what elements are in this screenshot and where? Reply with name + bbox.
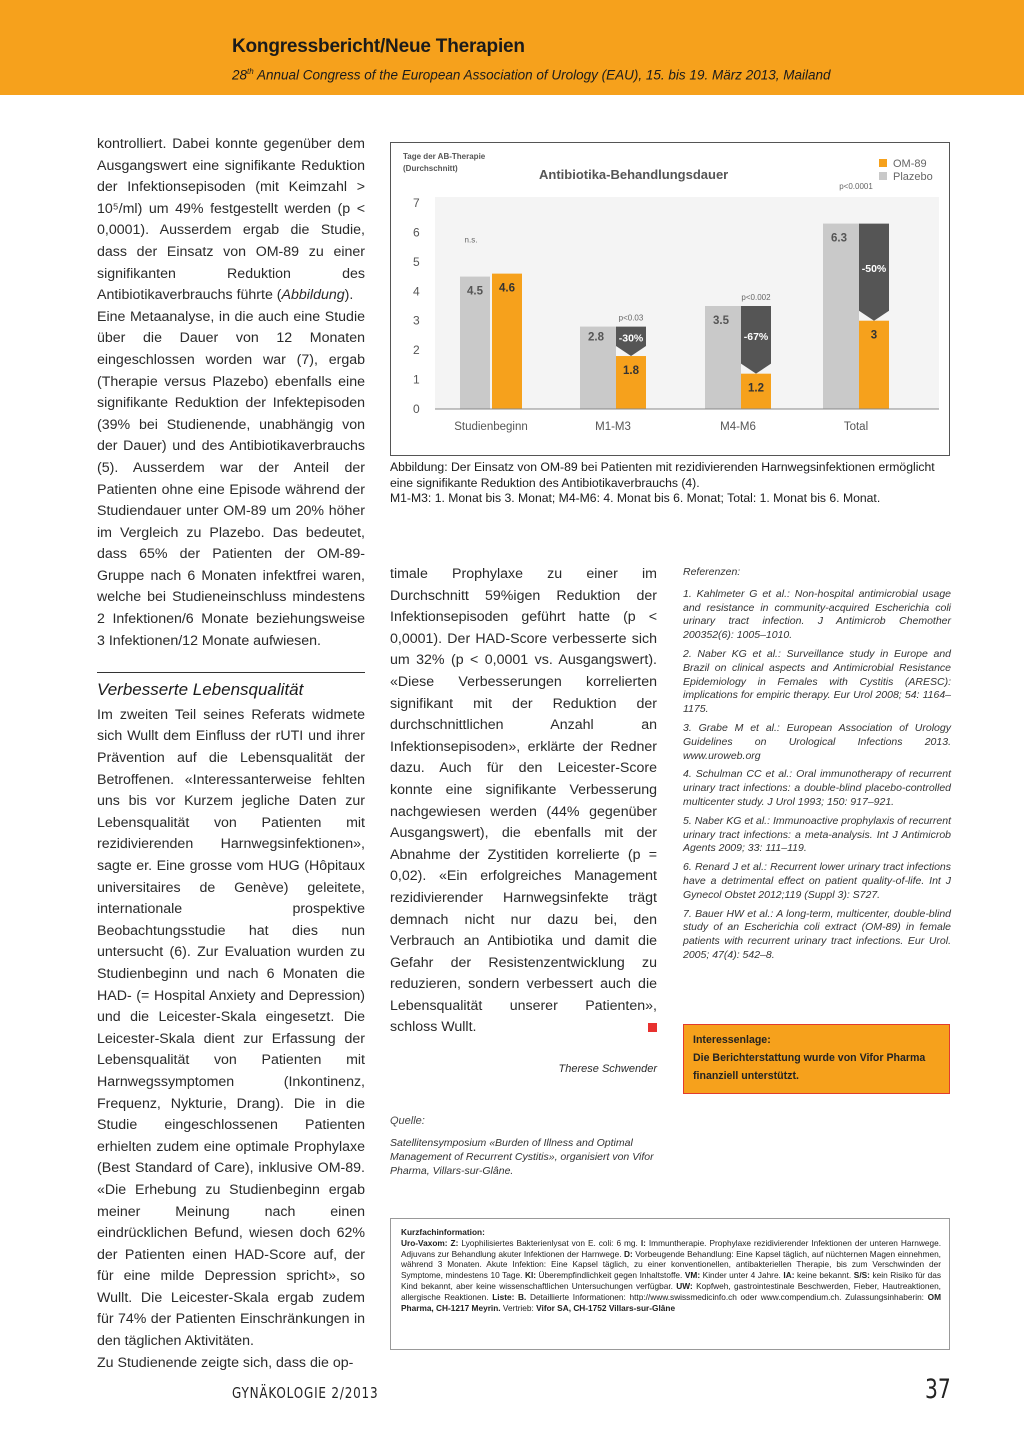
figure-caption: Abbildung: Der Einsatz von OM-89 bei Patienten mit rezidivierenden Harnwegsinfektionen ermöglicht eine signifikante Reduktion des Antibiotikaverbrauchs (4). M1-M3: 1. Monat bis 3. Monat; M4-M6: 4. Monat bis 6. Monat; Total: 1. Monat bis 6. Monat.	[390, 460, 935, 506]
y-tick-label: 2	[413, 343, 420, 358]
x-tick-label: Total	[843, 421, 869, 433]
end-mark-icon	[648, 1023, 657, 1032]
legend-label: OM-89	[893, 158, 927, 170]
source-text: Satellitensymposium «Burden of Illness and Optimal Management of Recurrent Cystitis», organisiert von Vifor Pharma, Villars-sur-Glâne.	[390, 1137, 654, 1178]
left-column	[97, 134, 365, 1374]
interest-title: Interessenlage:	[693, 1034, 771, 1046]
chart-title: Antibiotika-Behandlungsdauer	[539, 167, 729, 182]
paragraph: Zu Studienende zeigte sich, dass die op-	[97, 1354, 354, 1371]
reduction-label: -30%	[618, 332, 644, 345]
section-title: Kongressbericht/Neue Therapien	[232, 36, 525, 57]
p-value-annotation: p<0.002	[741, 293, 771, 302]
bar-plazebo	[823, 224, 859, 409]
reduction-label: -67%	[743, 330, 769, 343]
figure-chart	[390, 142, 950, 456]
data-label: 2.8	[588, 331, 604, 344]
data-label: 3.5	[713, 315, 729, 327]
bar-chart	[391, 143, 949, 455]
data-label: 3	[870, 329, 878, 342]
references-heading: Referenzen:	[683, 566, 741, 578]
p-value-annotation: p<0.0001	[839, 182, 873, 191]
y-tick-label: 0	[413, 402, 420, 416]
reference-item: 2. Naber KG et al.: Surveillance study in Europe and Brazil on clinical aspects and Antimicrobial Resistance Epidemiology in Females with Cystitis (ARESC): implications for empiric therapy. Eur Urol 2008; 54: 1164–1175.	[683, 647, 951, 716]
author: Therese Schwender	[558, 1063, 657, 1076]
reduction-label: -50%	[861, 263, 887, 276]
bar-om89	[616, 356, 646, 409]
section-heading: Verbesserte Lebensqualität	[97, 672, 365, 701]
reference-item: 3. Grabe M et al.: European Association of Urology Guidelines on Urological Infections 2013. www.uroweb.org	[683, 721, 951, 762]
interest-text: Die Berichterstattung wurde von Vifor Pharma	[693, 1052, 926, 1064]
y-tick-label: 3	[413, 313, 420, 328]
data-label: 1.2	[748, 382, 764, 395]
journal-name: GYNÄKOLOGIE 2/2013	[232, 1384, 379, 1402]
y-tick-label: 6	[413, 225, 420, 240]
legend-swatch	[879, 159, 887, 167]
page-number: 37	[925, 1374, 951, 1405]
paragraph: timale Prophylaxe zu einer im Durchschnitt 59%igen Reduktion der Infektionsepisoden geführt hatte (p < 0,0001). Der HAD-Score verbesserte sich um 32% (p < 0,0001 vs. Ausgangswert). «Diese Verbesserungen korrelierten signifikant mit der Reduktion der durchschnittlichen Anzahl an Infektionsepisoden», erklärte der Redner dazu. Auch für den Leicester-Score konnte eine signifikante Verbesserung nachgewiesen werden (44% gegenüber Ausgangswert), die ebenfalls mit der Abnahme der Zystitiden korrelierte (p = 0,02). «Ein erfolgreiches Management rezidivierender Harnwegsinfekte trägt demnach nicht nur dazu bei, den Verbrauch an Antibiotika und damit die Gefahr der Resistenzentwicklung zu reduzieren, sondern verbessert auch die Lebensqualität unserer Patienten», schloss Wullt.	[390, 566, 657, 1036]
interest-text: finanziell unterstützt.	[693, 1070, 799, 1082]
source-label: Quelle:	[390, 1114, 425, 1127]
references	[683, 566, 951, 968]
x-tick-label: M1-M3	[595, 421, 631, 433]
product-info-text: Uro-Vaxom: Z: Lyophilisiertes Bakterienlysat von E. coli: 6 mg. I: Immuntherapie. Prophylaxe rezidivierender Infektionen der unteren Harnwege. Adjuvans zur Behandlung akuter Infektionen der Harnwege. D: Vorbeugende Behandlung: Eine Kapsel täglich, auf nüchternen Magen einnehmen, während 3 Monaten. Akute Infektion: Eine Kapsel täglich, zu einer konventionellen, antibakteriellen Therapie, bis zum Verschwinden der Symptome, mindestens 10 Tage. KI: Überempfindlichkeit gegen Inhaltstoffe. VM: Kinder unter 4 Jahre. IA: keine bekannt. S/S: kein Risiko für das Kind bekannt, aber keine wissenschaftlichen Untersuchungen verfügbar. UW: Kopfweh, gastrointestinale Beschwerden, Fieber, Hautreaktionen, allergische Reaktionen. Liste: B. Detaillierte Informationen: http://www.swissmedicinfo.ch oder www.compendium.ch. Zulassungsinhaberin: OM Pharma, CH-1217 Meyrin. Vertrieb: Vifor SA, CH-1752 Villars-sur-Glâne	[401, 1237, 942, 1313]
y-tick-label: 7	[413, 196, 420, 210]
reference-item: 5. Naber KG et al.: Immunoactive prophylaxis of recurrent urinary tract infections: a meta-analysis. Int J Antimicrob Agents 2009; 33: 111–119.	[683, 814, 951, 855]
y-axis-label: (Durchschnitt)	[403, 164, 458, 173]
data-label: 1.8	[623, 365, 639, 378]
middle-column	[390, 564, 657, 1178]
reference-item: 6. Renard J et al.: Recurrent lower urinary tract infections have a detrimental effect on patient quality-of-life. Int J Gynecol Obstet 2012;119 (Suppl 3): S727.	[683, 861, 951, 901]
y-axis-label: Tage der AB-Therapie	[403, 152, 486, 161]
p-value-annotation: n.s.	[464, 235, 478, 245]
data-label: 6.3	[831, 232, 847, 245]
conflict-of-interest-box	[683, 1024, 950, 1094]
product-info-title: Kurzfachinformation:	[401, 1227, 485, 1237]
legend-label: Plazebo	[893, 171, 933, 183]
data-label: 4.6	[499, 282, 515, 295]
reference-item: 1. Kahlmeter G et al.: Non-hospital antimicrobial usage and resistance in community-acquired Escherichia coli urinary tract infection. J Antimicrob Chemother 200352(6): 1005–1010.	[683, 587, 951, 642]
product-info-box	[390, 1218, 950, 1350]
y-tick-label: 4	[413, 284, 420, 299]
page-header	[0, 0, 1024, 95]
x-tick-label: Studienbeginn	[454, 421, 528, 433]
p-value-annotation: p<0.03	[618, 313, 644, 323]
paragraph: Eine Metaanalyse, in die auch eine Studie über die Dauer von 12 Monaten eingeschlossen worden war (7), ergab (Therapie versus Plazebo) ebenfalls eine signifikante Reduktion der Infektepisoden (39% bei Studienende, unabhängig von der Dauer) und des Antibiotikaverbrauchs (5). Ausserdem war der Anteil der Patienten ohne eine Episode während der Studiendauer unter OM-89 um 20% höher im Vergleich zu Plazebo. Das bedeutet, dass 65% der Patienten der OM-89-Gruppe nach 6 Monaten infektfrei waren, welche bei Studieneinschluss mindestens 2 Infektionen/6 Monate beziehungsweise 3 Infektionen/12 Monate aufwiesen.	[97, 308, 365, 649]
legend-swatch	[879, 172, 887, 180]
x-tick-label: M4-M6	[720, 421, 756, 433]
data-label: 4.5	[467, 285, 483, 298]
reference-item: 7. Bauer HW et al.: A long-term, multicenter, double-blind study of an Escherichia coli extract (OM-89) in female patients with recurrent urinary tract infections. Eur Urol. 2005; 47(4): 542–8.	[683, 907, 951, 961]
paragraph: Im zweiten Teil seines Referats widmete sich Wullt dem Einfluss der rUTI und ihrer Prävention auf die Lebensqualität der Betroffenen. «Interessanterweise fehlten uns bis vor Kurzem jegliche Daten zur Lebensqualität von Patienten mit rezidivierenden Harnwegsinfektionen», sagte er. Eine grosse vom HUG (Hôpitaux universitaires de Genève) geleitete, internationale prospektive Beobachtungsstudie hat dies nun untersucht (6). Zur Evaluation wurden zu Studienbeginn und nach 6 Monaten die HAD- (= Hospital Anxiety and Depression) und die Leicester-Skala eingesetzt. Die Leicester-Skala dient zur Erfassung der Lebensqualität von Patienten mit Harnwegssymptomen (Inkontinenz, Frequenz, Nykturie, Drang). Die in die Studie eingeschlossenen Patienten erhielten zudem eine optimale Prophylaxe (Best Standard of Care), inklusive OM-89. «Die Erhebung zu Studienbeginn ergab meiner Meinung nach einen eindrücklichen Befund, wiesen doch 62% der Patienten einen HAD-Score auf, der für eine milde Depression spricht», so Wullt. Die Leicester-Skala ergab zudem für 74% der Patienten Einschränkungen in den täglichen Aktivitäten.	[97, 706, 365, 1350]
paragraph: kontrolliert. Dabei konnte gegenüber dem Ausgangswert eine signifikante Reduktion der Infektionsepisoden (mit Keimzahl > 10⁵/ml) um 49% festgestellt werden (p < 0,0001). Ausserdem ergab die Studie, dass der Einsatz von OM-89 zu einer signifikanten Reduktion des Antibiotikaverbrauchs führte (Abbildung).	[97, 136, 365, 304]
reference-item: 4. Schulman CC et al.: Oral immunotherapy of recurrent urinary tract infections: a double-blind placebo-controlled multicenter study. J Urol 1993; 150: 917–921.	[683, 768, 951, 808]
y-tick-label: 5	[413, 254, 420, 269]
y-tick-label: 1	[413, 372, 420, 387]
congress-subtitle: 28th Annual Congress of the European Association of Urology (EAU), 15. bis 19. März 2013, Mailand	[232, 67, 831, 83]
